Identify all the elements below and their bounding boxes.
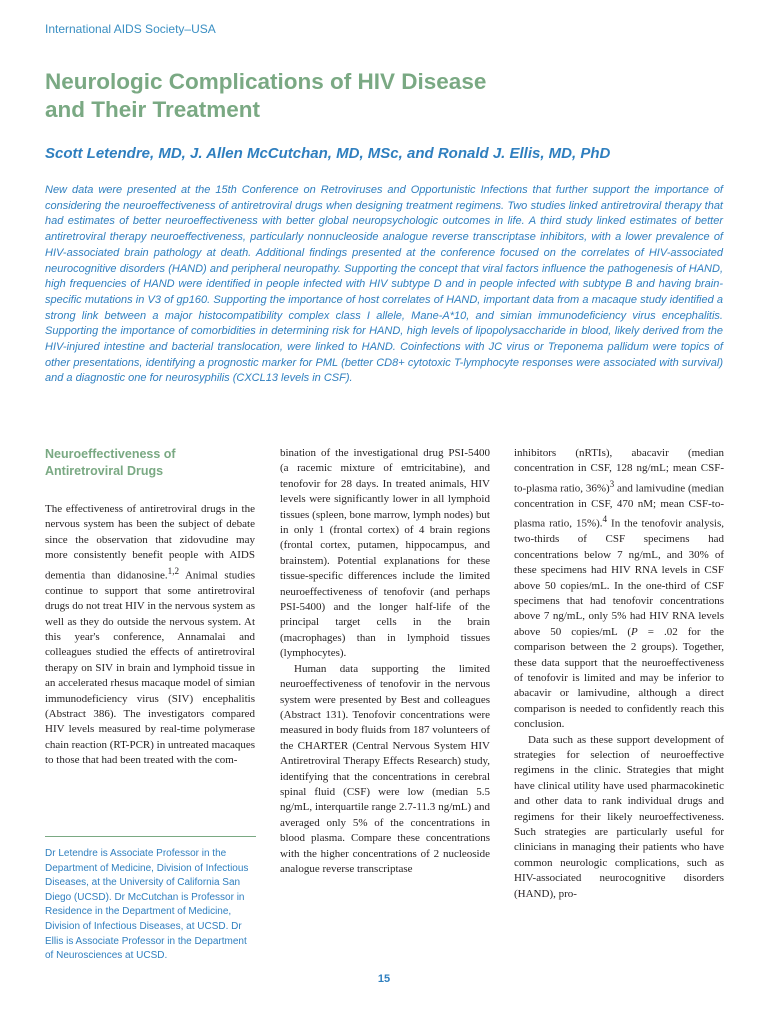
- title-line-2: and Their Treatment: [45, 97, 261, 122]
- body-text: The effectiveness of antiretroviral drugs in the nervous system has been the subject of debate since the observation that zidovudine may more consistently benefit people with AIDS dementia than didanosine.: [45, 503, 255, 582]
- page-number: 15: [377, 973, 391, 985]
- journal-name: International AIDS Society–USA: [45, 22, 216, 36]
- body-paragraph: [514, 446, 724, 733]
- column-3: [514, 446, 724, 966]
- section-heading: [45, 446, 255, 480]
- body-text: In the tenofovir analysis, two-thirds of CSF specimens had concentrations below 7 ng/mL, and 30% of these specimens had HIV RNA levels in CSF above 50 copies/mL. In the one-third of CSF specimens that had tenofovir concentrations above 7 ng/mL, only 5% had HIV RNA levels above 50 copies/mL (: [514, 517, 724, 638]
- section-heading-line-1: Neuroeffectiveness of: [45, 447, 176, 461]
- section-heading-line-2: Antiretroviral Drugs: [45, 464, 164, 478]
- citation-superscript: 4: [602, 514, 608, 525]
- column-2: [280, 446, 490, 966]
- body-text: inhibitors (nRTIs), abacavir (median concentration in CSF, 128 ng/mL; mean CSF-to-plasma ratio, 36%): [514, 447, 724, 495]
- article-title: [45, 68, 725, 124]
- body-paragraph: Human data supporting the limited neuroeffectiveness of tenofovir in the nervous system were presented by Best and colleagues (Abstract 131). Tenofovir concentrations were measured in body fluids from 187 volunteers of the CHARTER (Central Nervous System HIV Antiretroviral Therapy Effects Research) study, identifying that the concentrations in cerebral spinal fluid (CSF) were low (median 5.5 ng/mL, interquartile range 2.7-11.3 ng/mL) and averaged only 5% of the concentrations in blood plasma. Compare these concentrations with the higher concentrations of 2 nucleoside analogue reverse transcriptase: [280, 662, 490, 875]
- citation-superscript: 1,2: [167, 565, 180, 576]
- body-text: Animal studies continue to support that some antiretroviral drugs do not treat HIV in the nervous system as well as they do outside the nervous system. At this year's conference, Annamalai and colleagues studied the effects of antiretroviral therapy on SIV in brain and lymphoid tissue in an accelerated rhesus macaque model of simian immunodeficiency virus (SIV) encephalitis (Abstract 386). The investigators compared HIV levels measured by real-time polymerase chain reaction (RT-PCR) in untreated macaques to those that had been treated with the com-: [45, 569, 256, 767]
- p-value-symbol: P: [631, 625, 638, 638]
- body-text: and lamivudine (median concentration in CSF, 470 nM; mean CSF-to-plasma ratio, 15%).: [514, 482, 724, 530]
- title-line-1: Neurologic Complications of HIV Disease: [45, 69, 487, 94]
- body-paragraph: [45, 502, 255, 769]
- body-paragraph: Data such as these support development of strategies for selection of neuroeffective regimens in the clinic. Strategies that might have clinical utility have used pharmacokinetic and other data to rank individual drugs and regimens for their likely neuroeffectiveness. Such strategies are particularly useful for clinicians in managing their patients who have common neurologic complications, such as HIV-associated neurocognitive disorders (HAND), pro-: [514, 733, 724, 900]
- column-1: [45, 446, 255, 769]
- body-paragraph: bination of the investigational drug PSI-5400 (a racemic mixture of emtricitabine), and tenofovir for 28 days. In treated animals, HIV levels were significantly lower in all lymphoid tissues (spleen, bone marrow, lymph nodes) but in only 1 (frontal cortex) of 4 brain regions (frontal cortex, putamen, hippocampus, and brainstem). Potential explanations for these tissue-specific differences include the limited neuroeffectiveness of tenofovir (and perhaps PSI-5400) and the longer half-life of the principal target cells in the brain (macrophages) than in lymphoid tissues (lymphocytes).: [280, 447, 490, 660]
- citation-superscript: 3: [609, 478, 615, 489]
- abstract: New data were presented at the 15th Conference on Retroviruses and Opportunistic Infections that further support the importance of considering the neuroeffectiveness of antiretroviral drugs when designing treatment regimens. Two studies linked antiretroviral therapy that had estimates of better neuroeffectiveness with better global neuropsychologic outcomes in life. A third study linked estimates of better antiretroviral therapy neuroeffectiveness, particularly nonnucleoside analogue reverse transcriptase inhibitors, with a lower prevalence of HIV-associated brain pathology at death. Additional findings presented at the conference focused on the correlates of HIV-associated neurocognitive disorders (HAND) and peripheral neuropathy. Supporting the concept that viral factors influence the pathogenesis of HAND, high frequencies of HAND were identified in people infected with HIV subtype D and in people infected with subtype B and having brain-specific mutations in V3 of gp160. Supporting the importance of host correlates of HAND, important data from a macaque study identified a strong link between a major histocompatibility complex class I allele, Mane-A*10, and simian immunodeficiency virus encephalitis. Supporting the importance of comorbidities in determining risk for HAND, high levels of lipopolysaccharide in blood, likely derived from the HIV-injured intestine and bacterial translocation, were linked to HAND. Coinfections with JC virus or Treponema pallidum were topics of other presentations, identifying a prognostic marker for PML (better CD8+ cytotoxic T-lymphocyte responses were associated with survival) and a diagnostic one for neurosyphilis (CXCL13 levels in CSF).: [45, 184, 723, 385]
- author-affiliation-footnote: Dr Letendre is Associate Professor in the Department of Medicine, Division of Infectious Diseases, at the University of California San Diego (UCSD). Dr McCutchan is Professor in Residence in the Department of Medicine, Division of Infectious Diseases, at UCSD. Dr Ellis is Associate Professor in the Department of Neurosciences at UCSD.: [45, 836, 256, 964]
- body-text: = .02 for the comparison between the 2 groups). Together, these data support that the neuroeffectiveness of tenofovir is limited and may be inferior to abacavir or lamivudine, although a direct comparison is needed to confidently reach this conclusion.: [514, 625, 725, 731]
- author-list: Scott Letendre, MD, J. Allen McCutchan, MD, MSc, and Ronald J. Ellis, MD, PhD: [45, 145, 611, 162]
